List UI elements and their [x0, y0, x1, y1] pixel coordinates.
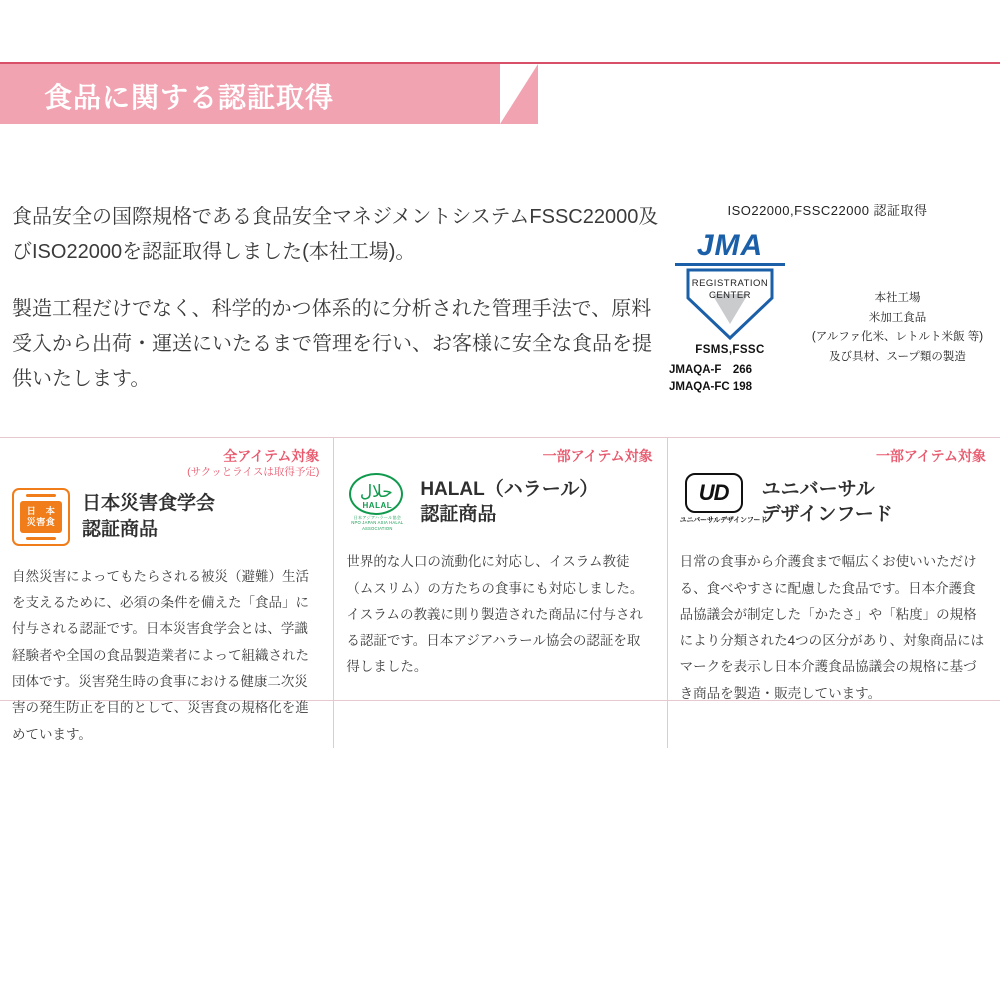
jma-certification-block	[665, 200, 990, 397]
card-body-udf: 日常の食事から介護食まで幅広くお使いいただける、食べやすさに配慮した食品です。日本介護食品協議会が制定した「かたさ」や「粘度」の規格により分類された4つの区分があり、対象商品にはマークを表示し日本介護食品協議会の規格に基づき商品を製造・販売しています。	[679, 554, 985, 701]
jma-scope-line2: 米加工食品	[868, 311, 927, 324]
card-title-halal	[420, 477, 598, 528]
jma-scope-text	[805, 289, 990, 367]
jma-standard-label: FSMS,FSSC	[695, 344, 765, 356]
page-title: 食品に関する認証取得	[44, 82, 335, 113]
intro-text	[12, 200, 662, 419]
halal-wordmark: HALAL	[362, 501, 393, 511]
halal-association-text	[346, 515, 408, 531]
udf-wordmark: UD	[685, 473, 743, 513]
intro-paragraph-1: 食品安全の国際規格である食品安全マネジメントシステムFSSC22000及びISO22000を認証取得しました(本社工場)。	[12, 206, 659, 263]
card-tag-saigai	[12, 447, 319, 480]
udf-logo-icon	[679, 473, 768, 531]
halal-foot-line1: 日本アジアハラール協会	[353, 514, 402, 520]
card-tag-udf	[680, 447, 986, 465]
jma-registration-text	[682, 278, 778, 302]
card-body-saigai: 自然災害によってもたらされる被災（避難）生活を支えるために、必須の条件を備えた「食品」に付与される認証です。日本災害食学会とは、学識経験者や全国の食品製造業者によって組織された団体です。災害発生時の食事における健康二次災害の発生防止を目的として、災害食の規格化を進めています。	[12, 568, 309, 742]
certification-card-udf	[667, 437, 1000, 748]
card-title-line2: 認証商品	[420, 504, 497, 526]
card-title-line1: HALAL（ハラール）	[420, 478, 599, 500]
card-tag-halal	[346, 447, 652, 465]
card-title-line2: デザインフード	[761, 504, 893, 526]
jma-scope-line3: (アルファ化米、レトルト米飯 等)	[811, 331, 984, 344]
saigai-logo-line2: 災害食	[26, 516, 56, 527]
saigai-shoku-logo-icon	[12, 488, 70, 546]
certification-cards	[0, 437, 1000, 748]
jma-registration-line1: REGISTRATION	[691, 278, 769, 289]
jma-scope-line4: 及び具材、スープ類の製造	[829, 350, 966, 363]
card-tag-sublabel: (サクッとライスは取得予定)	[187, 466, 320, 479]
jma-code-1: JMAQA-F 266	[669, 364, 753, 376]
card-tag-label: 全アイテム対象	[223, 448, 320, 464]
intro-paragraph-2: 製造工程だけでなく、科学的かつ体系的に分析された管理手法で、原料受入から出荷・運送にいたるまで管理を行い、お客様に安全な食品を提供いたします。	[12, 298, 652, 390]
jma-logo	[665, 231, 795, 397]
jma-shield-icon	[682, 268, 778, 342]
card-body-halal: 世界的な人口の流動化に対応し、イスラム教徒（ムスリム）の方たちの食事にも対応しました。イスラムの教義に則り製造された商品に付与される認証です。日本アジアハラール協会の認証を取得しました。	[346, 554, 644, 675]
saigai-logo-line1: 日 本	[26, 506, 56, 517]
jma-code-2: JMAQA-FC 198	[669, 381, 753, 394]
card-title-line1: ユニバーサル	[761, 478, 875, 500]
certification-card-saigai	[0, 437, 333, 748]
card-title-line2: 認証商品	[82, 518, 159, 540]
card-title-line1: 日本災害食学会	[82, 493, 216, 515]
jma-caption: ISO22000,FSSC22000 認証取得	[727, 203, 928, 218]
jma-scope-line1: 本社工場	[874, 292, 921, 304]
card-tag-label: 一部アイテム対象	[875, 448, 986, 464]
card-title-saigai	[82, 491, 215, 542]
udf-foot-label: ユニバーサルデザインフード	[679, 517, 768, 525]
jma-underline	[675, 263, 785, 266]
jma-wordmark: JMA	[696, 229, 764, 262]
certification-card-halal	[333, 437, 666, 748]
jma-registration-line2: CENTER	[708, 289, 752, 301]
halal-foot-line2: NPO JAPAN ASIA HALAL ASSOCIATION	[351, 520, 404, 531]
card-title-udf	[762, 477, 893, 528]
halal-arabic-text: حلال	[359, 482, 393, 503]
halal-logo-icon	[346, 473, 408, 531]
card-tag-label: 一部アイテム対象	[542, 448, 653, 464]
